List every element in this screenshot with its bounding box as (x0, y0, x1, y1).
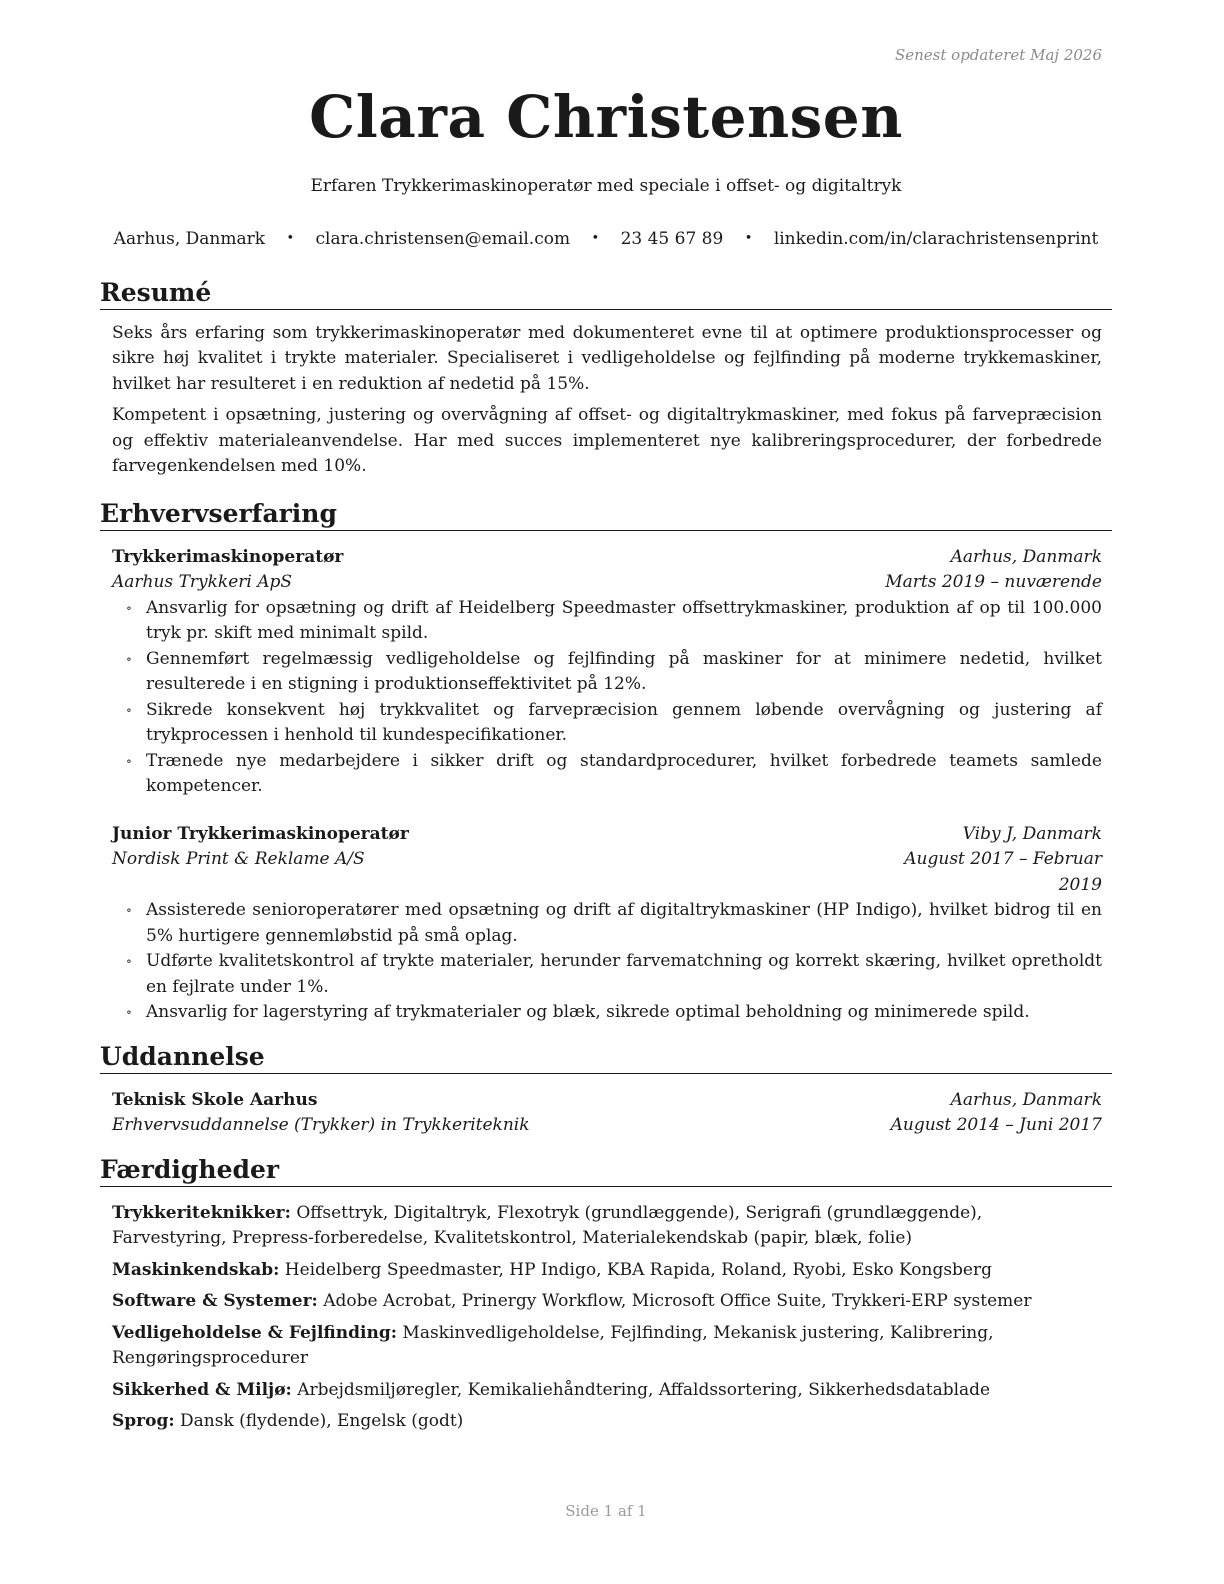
bullet-separator-icon: • (286, 231, 295, 246)
skill-label: Sikkerhed & Miljø: (112, 1379, 292, 1400)
experience-section (100, 500, 1112, 1026)
experience-content (100, 531, 1112, 1026)
education-school: Teknisk Skole Aarhus (112, 1089, 318, 1110)
list-item: ∘ Udførte kvalitetskontrol af trykte materialer, herunder farvematchning og korrekt skæring, hvilket opretholdt en fejlrate under 1%. (126, 951, 1102, 997)
skill-label: Sprog: (112, 1411, 175, 1432)
skill-value: Maskinvedligeholdelse, Fejlfinding, Mekanisk justering, Kalibrering, Rengøringsprocedurer (112, 1322, 994, 1369)
job-company: Nordisk Print & Reklame A/S (112, 849, 365, 870)
list-item: ∘ Ansvarlig for opsætning og drift af Heidelberg Speedmaster offsettrykmaskiner, produktion af op til 100.000 tryk pr. skift med minimalt spild. (126, 597, 1102, 644)
contact-location: Aarhus, Danmark (113, 229, 266, 249)
education-dates: August 2014 – Juni 2017 (890, 1115, 1102, 1136)
page-number: Side 1 af 1 (565, 1502, 647, 1520)
contact-email[interactable]: clara.christensen@email.com (315, 229, 571, 249)
section-title-summary: Resumé (100, 279, 1112, 310)
summary-paragraph: Seks års erfaring som trykkerimaskinoperatør med dokumenteret evne til at optimere produktionsprocesser og sikre høj kvalitet i trykte materialer. Specialiseret i vedligeholdelse og fejlfinding på moderne trykkemaskiner, hvilket har resulteret i en reduktion af nedetid på 15%. (112, 322, 1102, 394)
summary-content (100, 310, 1112, 480)
job-location: Aarhus, Danmark (950, 546, 1102, 567)
job-location: Viby J, Danmark (962, 823, 1102, 844)
skill-label: Maskinkendskab: (112, 1259, 280, 1280)
job-header-row (112, 822, 1102, 848)
job-bullet-list (112, 898, 1102, 1026)
contact-phone: 23 45 67 89 (620, 229, 724, 249)
bullet-separator-icon: • (744, 231, 753, 246)
list-item: ∘ Trænede nye medarbejdere i sikker drift og standardprocedurer, hvilket forbedrede teamets samlede kompetencer. (126, 750, 1102, 797)
skill-line (112, 1409, 1102, 1435)
section-title-skills: Færdigheder (100, 1156, 1112, 1187)
skill-value: Offsettryk, Digitaltryk, Flexotryk (grundlæggende), Serigrafi (grundlæggende), Farvestyring, Prepress-forberedelse, Kvalitetskontrol, Materialekendskab (papir, blæk, folie) (112, 1202, 983, 1249)
contact-line (100, 229, 1112, 249)
education-subheader-row (112, 1113, 1102, 1139)
section-title-experience: Erhvervserfaring (100, 500, 1112, 531)
summary-section (100, 279, 1112, 480)
resume-page (100, 0, 1112, 1584)
education-location: Aarhus, Danmark (950, 1089, 1102, 1110)
list-item: ∘ Ansvarlig for lagerstyring af trykmaterialer og blæk, sikrede optimal beholdning og minimerede spild. (124, 1000, 1102, 1026)
education-content (100, 1074, 1112, 1139)
last-updated: Senest opdateret Maj 2026 (894, 46, 1102, 64)
education-degree: Erhvervsuddannelse (Trykker) in Trykkeriteknik (112, 1115, 530, 1136)
skill-label: Trykkeriteknikker: (112, 1202, 291, 1223)
circle-bullet-icon: ∘ (126, 702, 132, 717)
section-title-education: Uddannelse (100, 1043, 1112, 1074)
circle-bullet-icon: ∘ (126, 903, 132, 918)
circle-bullet-icon: ∘ (126, 954, 132, 969)
candidate-name: Clara Christensen (309, 83, 903, 151)
skill-label: Software & Systemer: (112, 1291, 318, 1312)
tagline: Erfaren Trykkerimaskinoperatør med speciale i offset- og digitaltryk (310, 176, 902, 196)
job-entry (112, 822, 1102, 1026)
bullet-separator-icon: • (591, 231, 600, 246)
job-entry (112, 545, 1102, 800)
skill-line (112, 1201, 1102, 1252)
contact-linkedin[interactable]: linkedin.com/in/clarachristensenprint (773, 229, 1099, 249)
skill-line (112, 1321, 1102, 1372)
skill-value: Heidelberg Speedmaster, HP Indigo, KBA Rapida, Roland, Ryobi, Esko Kongsberg (284, 1259, 992, 1280)
summary-paragraph: Kompetent i opsætning, justering og overvågning af offset- og digitaltrykmaskiner, med fokus på farvepræcision og effektiv materialeanvendelse. Har med succes implementeret nye kalibreringsprocedurer, der forbedrede farvegenkendelsen med 10%. (112, 405, 1102, 477)
education-section (100, 1043, 1112, 1139)
skill-value: Arbejdsmiljøregler, Kemikaliehåndtering, Affaldssortering, Sikkerhedsdatablade (297, 1379, 991, 1400)
list-item: ∘ Assisterede senioroperatører med opsætning og drift af digitaltrykmaskiner (HP Indigo), hvilket bidrog til en 5% hurtigere gennemløbstid på små oplag. (126, 900, 1102, 946)
circle-bullet-icon: ∘ (126, 651, 132, 666)
skill-value: Dansk (flydende), Engelsk (godt) (180, 1411, 464, 1432)
job-bullet-list (112, 596, 1102, 800)
job-title: Junior Trykkerimaskinoperatør (112, 823, 409, 844)
skill-line (112, 1258, 1102, 1284)
skills-section (100, 1156, 1112, 1441)
job-header-row (112, 545, 1102, 571)
list-item: ∘ Gennemført regelmæssig vedligeholdelse og fejlfinding på maskiner for at minimere nedetid, hvilket resulterede i en stigning i produktionseffektivitet på 12%. (126, 648, 1102, 695)
circle-bullet-icon: ∘ (126, 1005, 132, 1020)
job-subheader-row (112, 847, 1102, 898)
job-title: Trykkerimaskinoperatør (112, 546, 344, 567)
skills-content (100, 1187, 1112, 1435)
list-item: ∘ Sikrede konsekvent høj trykkvalitet og farvepræcision gennem løbende overvågning og justering af trykprocessen i henhold til kundespecifikationer. (126, 699, 1102, 746)
skill-value: Adobe Acrobat, Prinergy Workflow, Microsoft Office Suite, Trykkeri-ERP systemer (323, 1291, 1032, 1312)
education-header-row (112, 1088, 1102, 1114)
circle-bullet-icon: ∘ (126, 753, 132, 768)
job-dates: Marts 2019 – nuværende (885, 572, 1102, 593)
job-company: Aarhus Trykkeri ApS (112, 572, 293, 593)
skill-line (112, 1289, 1102, 1315)
skill-label: Vedligeholdelse & Fejlfinding: (112, 1322, 397, 1343)
skill-line (112, 1378, 1102, 1404)
job-dates: August 2017 – Februar 2019 (904, 849, 1102, 895)
job-subheader-row (112, 570, 1102, 596)
circle-bullet-icon: ∘ (126, 600, 132, 615)
